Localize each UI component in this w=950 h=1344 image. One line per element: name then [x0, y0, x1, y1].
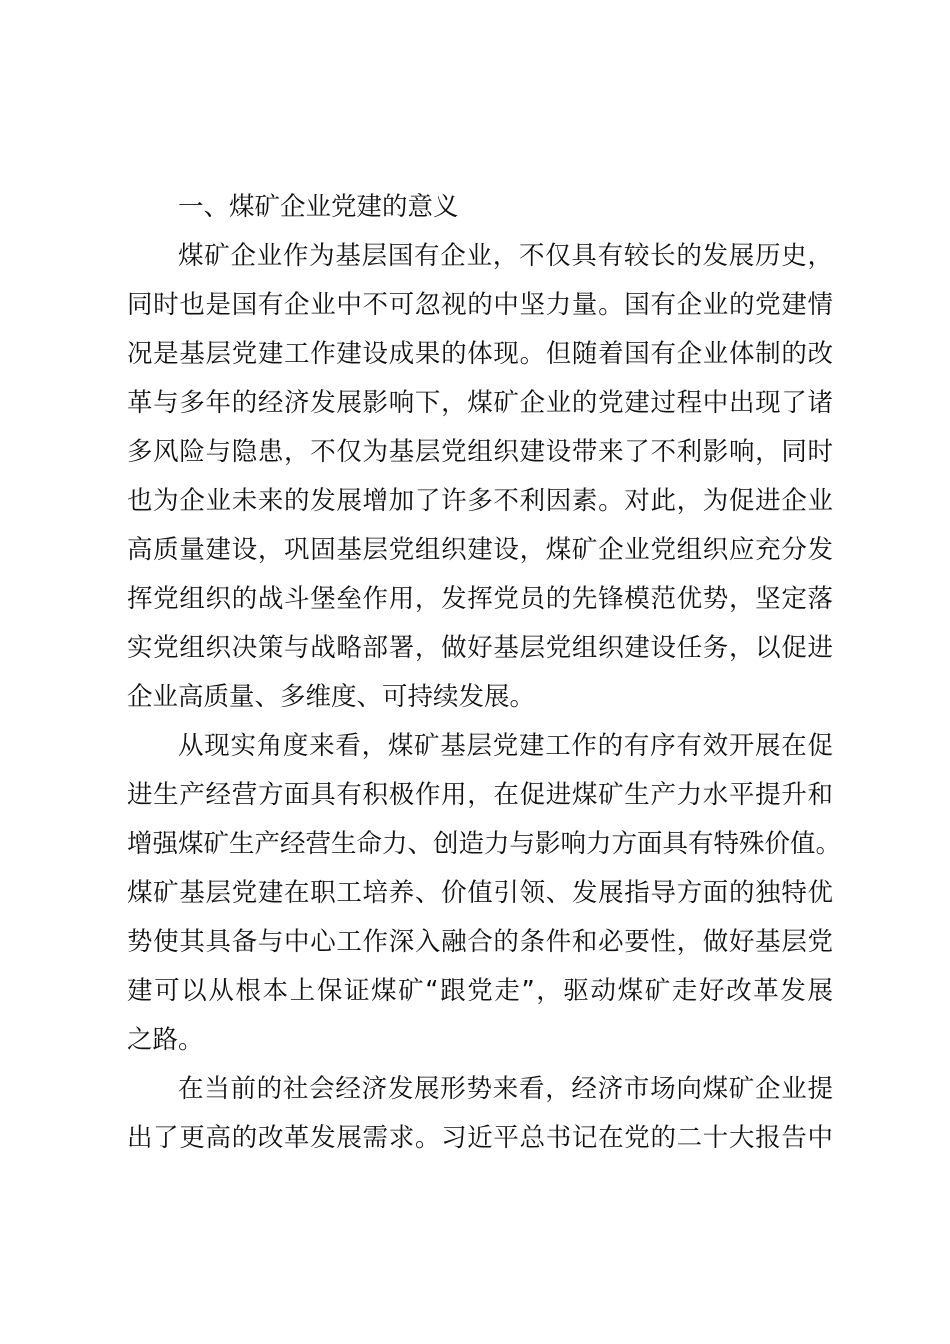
paragraph-line: 势使其具备与中心工作深入融合的条件和必要性，做好基层党	[127, 927, 833, 957]
document-body	[127, 183, 842, 1163]
paragraph-line: 高质量建设，巩固基层党组织建设，煤矿企业党组织应充分发	[127, 535, 833, 565]
paragraph-line: 革与多年的经济发展影响下，煤矿企业的党建过程中出现了诸	[127, 388, 833, 418]
paragraph-line: 挥党组织的战斗堡垒作用，发挥党员的先锋模范优势，坚定落	[127, 584, 833, 614]
paragraph-3	[127, 1065, 833, 1163]
paragraph-line: 在当前的社会经济发展形势来看，经济市场向煤矿企业提	[178, 1074, 833, 1104]
section-heading: 一、煤矿企业党建的意义	[178, 192, 459, 222]
paragraph-line: 煤矿企业作为基层国有企业，不仅具有较长的发展历史，	[178, 241, 833, 271]
paragraph-line: 出了更高的改革发展需求。习近平总书记在党的二十大报告中	[127, 1123, 833, 1153]
paragraph-line: 况是基层党建工作建设成果的体现。但随着国有企业体制的改	[127, 339, 833, 369]
paragraph-line: 多风险与隐患，不仅为基层党组织建设带来了不利影响，同时	[127, 437, 833, 467]
paragraph-line: 同时也是国有企业中不可忽视的中坚力量。国有企业的党建情	[127, 290, 833, 320]
paragraph-line: 建可以从根本上保证煤矿“跟党走”，驱动煤矿走好改革发展	[127, 976, 833, 1006]
paragraph-2	[127, 722, 842, 1065]
paragraph-line: 也为企业未来的发展增加了许多不利因素。对此，为促进企业	[127, 486, 833, 516]
paragraph-line: 进生产经营方面具有积极作用，在促进煤矿生产力水平提升和	[127, 780, 833, 810]
paragraph-line: 企业高质量、多维度、可持续发展。	[127, 682, 536, 712]
paragraph-line: 煤矿基层党建在职工培养、价值引领、发展指导方面的独特优	[127, 878, 833, 908]
paragraph-1	[127, 232, 833, 722]
paragraph-line: 实党组织决策与战略部署，做好基层党组织建设任务，以促进	[127, 633, 833, 663]
paragraph-line: 增强煤矿生产经营生命力、创造力与影响力方面具有特殊价值。	[127, 829, 842, 859]
paragraph-line: 从现实角度来看，煤矿基层党建工作的有序有效开展在促	[178, 731, 833, 761]
paragraph-line: 之路。	[127, 1025, 204, 1055]
